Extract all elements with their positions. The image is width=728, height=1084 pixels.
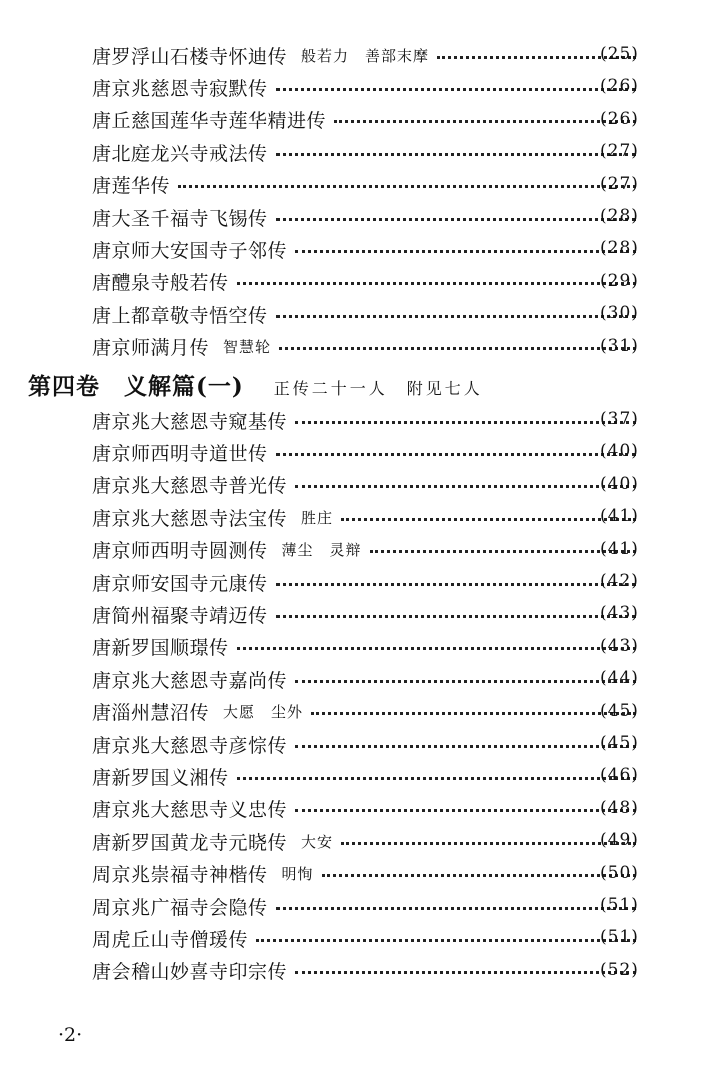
toc-entry [92, 40, 644, 70]
dot-leader [276, 583, 636, 586]
dot-leader [276, 453, 636, 456]
entry-title: 唐京师满月传 [92, 337, 210, 360]
dot-leader [295, 485, 636, 488]
dot-leader [276, 88, 636, 91]
page-number: (46) [600, 765, 639, 786]
entry-title: 唐京师西明寺圆测传 [92, 540, 268, 563]
entry-title: 唐新罗国义湘传 [92, 766, 229, 789]
dot-leader [295, 680, 636, 683]
entry-title: 唐北庭龙兴寺戒法传 [92, 142, 268, 165]
entry-title: 唐简州福聚寺靖迈传 [92, 604, 268, 627]
page-number: (40) [600, 441, 639, 462]
dot-leader [334, 120, 636, 123]
dot-leader [237, 647, 636, 650]
entry-title: 唐京兆慈恩寺寂默传 [92, 77, 268, 100]
dot-leader [276, 218, 636, 221]
page-number: (44) [600, 668, 639, 689]
toc-entry [92, 437, 644, 467]
entry-title: 唐罗浮山石楼寺怀迪传 [92, 45, 288, 68]
page-number: (27) [600, 173, 639, 194]
entry-title: 周京兆崇福寺神楷传 [92, 864, 268, 887]
entry-note: 智慧轮 [223, 338, 272, 357]
entry-title: 唐京兆大慈恩寺嘉尚传 [92, 669, 288, 692]
page-number: (25) [600, 44, 639, 64]
entry-note: 明恂 [281, 865, 314, 884]
entry-note: 大愿 尘外 [223, 703, 304, 722]
dot-leader [237, 777, 636, 780]
toc-entry [92, 826, 644, 856]
toc-entry [92, 567, 644, 597]
entry-note: 般若力 善部末摩 [301, 46, 430, 65]
entry-title: 唐京兆大慈恩寺彦悰传 [92, 734, 288, 757]
page-number: (29) [600, 270, 639, 291]
entry-title: 唐新罗国黄龙寺元晓传 [92, 831, 288, 854]
entry-title: 唐京师西明寺道世传 [92, 442, 268, 465]
entry-title: 唐会稽山妙喜寺印宗传 [92, 961, 288, 984]
toc-entry [92, 599, 644, 629]
page-number: (49) [600, 830, 639, 851]
toc-entry [92, 202, 644, 232]
toc-entry [92, 234, 644, 264]
toc-entry [92, 761, 644, 791]
entry-title: 唐丘慈国莲华寺莲华精进传 [92, 110, 327, 133]
entry-title: 唐京兆大慈思寺义忠传 [92, 799, 288, 822]
page-number: (26) [600, 108, 639, 129]
dot-leader [178, 185, 636, 188]
page-number: (31) [600, 335, 639, 356]
entry-note: 大安 [301, 832, 334, 851]
dot-leader [295, 971, 636, 974]
page-number: (41) [600, 506, 639, 527]
page-number: (37) [600, 409, 639, 429]
toc-entry [92, 535, 644, 565]
page-folio: ·2· [58, 1024, 83, 1046]
entry-title: 唐京师大安国寺子邻传 [92, 239, 288, 262]
page-number: (43) [600, 635, 639, 656]
toc-entry [92, 859, 644, 889]
dot-leader [276, 315, 636, 318]
dot-leader [256, 939, 636, 942]
dot-leader [295, 745, 636, 748]
dot-leader [341, 518, 636, 521]
dot-leader [276, 153, 636, 156]
dot-leader [276, 615, 636, 618]
toc-entry [92, 72, 644, 102]
dot-leader [322, 874, 636, 877]
entry-title: 唐淄州慧沼传 [92, 702, 210, 725]
page-number: (42) [600, 571, 639, 591]
page-number: (40) [600, 473, 639, 494]
toc-entry [92, 405, 644, 435]
toc-entry [92, 137, 644, 167]
toc-entry [92, 332, 644, 362]
page-number: (41) [600, 538, 639, 559]
dot-leader [370, 550, 636, 553]
page-number: (30) [600, 303, 639, 324]
entry-note: 薄尘 灵辩 [281, 541, 362, 560]
dot-leader [341, 842, 636, 845]
toc-entry [92, 891, 644, 921]
toc-entry [92, 170, 644, 200]
toc-entry [92, 105, 644, 135]
toc-entry [92, 470, 644, 500]
section-heading [28, 368, 483, 404]
section-note: 正传二十一人 附见七人 [273, 379, 483, 398]
page-number: (28) [600, 206, 639, 226]
toc-entry [92, 697, 644, 727]
toc-entry [92, 729, 644, 759]
dot-leader [295, 421, 636, 424]
entry-title: 唐新罗国顺璟传 [92, 637, 229, 660]
page-number: (26) [600, 76, 639, 97]
page-number: (45) [600, 733, 639, 753]
toc-entry [92, 956, 644, 986]
page-number: (28) [600, 238, 639, 259]
page-number: (48) [600, 797, 639, 818]
entry-note: 胜庄 [301, 508, 334, 527]
page-number: (45) [600, 700, 639, 721]
toc-entry [92, 502, 644, 532]
entry-title: 周虎丘山寺僧瑗传 [92, 928, 249, 951]
dot-leader [276, 907, 636, 910]
toc-entry [92, 299, 644, 329]
entry-title: 唐京兆大慈恩寺法宝传 [92, 507, 288, 530]
entry-title: 唐大圣千福寺飞锡传 [92, 207, 268, 230]
dot-leader [279, 347, 636, 350]
page-number: (51) [600, 927, 639, 948]
toc-entry [92, 267, 644, 297]
entry-title: 唐京兆大慈恩寺普光传 [92, 475, 288, 498]
entry-title: 唐京师安国寺元康传 [92, 572, 268, 595]
section-title: 第四卷 义解篇(一) [28, 373, 244, 400]
page-number: (27) [600, 141, 639, 162]
page-number: (43) [600, 603, 639, 624]
entry-title: 周京兆广福寺会隐传 [92, 896, 268, 919]
entry-title: 唐上都章敬寺悟空传 [92, 304, 268, 327]
dot-leader [237, 282, 636, 285]
dot-leader [311, 712, 636, 715]
page-number: (51) [600, 895, 639, 915]
page-number: (52) [600, 959, 639, 980]
toc-entry [92, 664, 644, 694]
entry-title: 唐京兆大慈恩寺窥基传 [92, 410, 288, 433]
entry-title: 唐莲华传 [92, 175, 171, 198]
entry-title: 唐醴泉寺般若传 [92, 272, 229, 295]
dot-leader [295, 809, 636, 812]
toc-entry [92, 632, 644, 662]
page-number: (50) [600, 862, 639, 883]
toc-entry [92, 794, 644, 824]
dot-leader [295, 250, 636, 253]
toc-entry [92, 923, 644, 953]
